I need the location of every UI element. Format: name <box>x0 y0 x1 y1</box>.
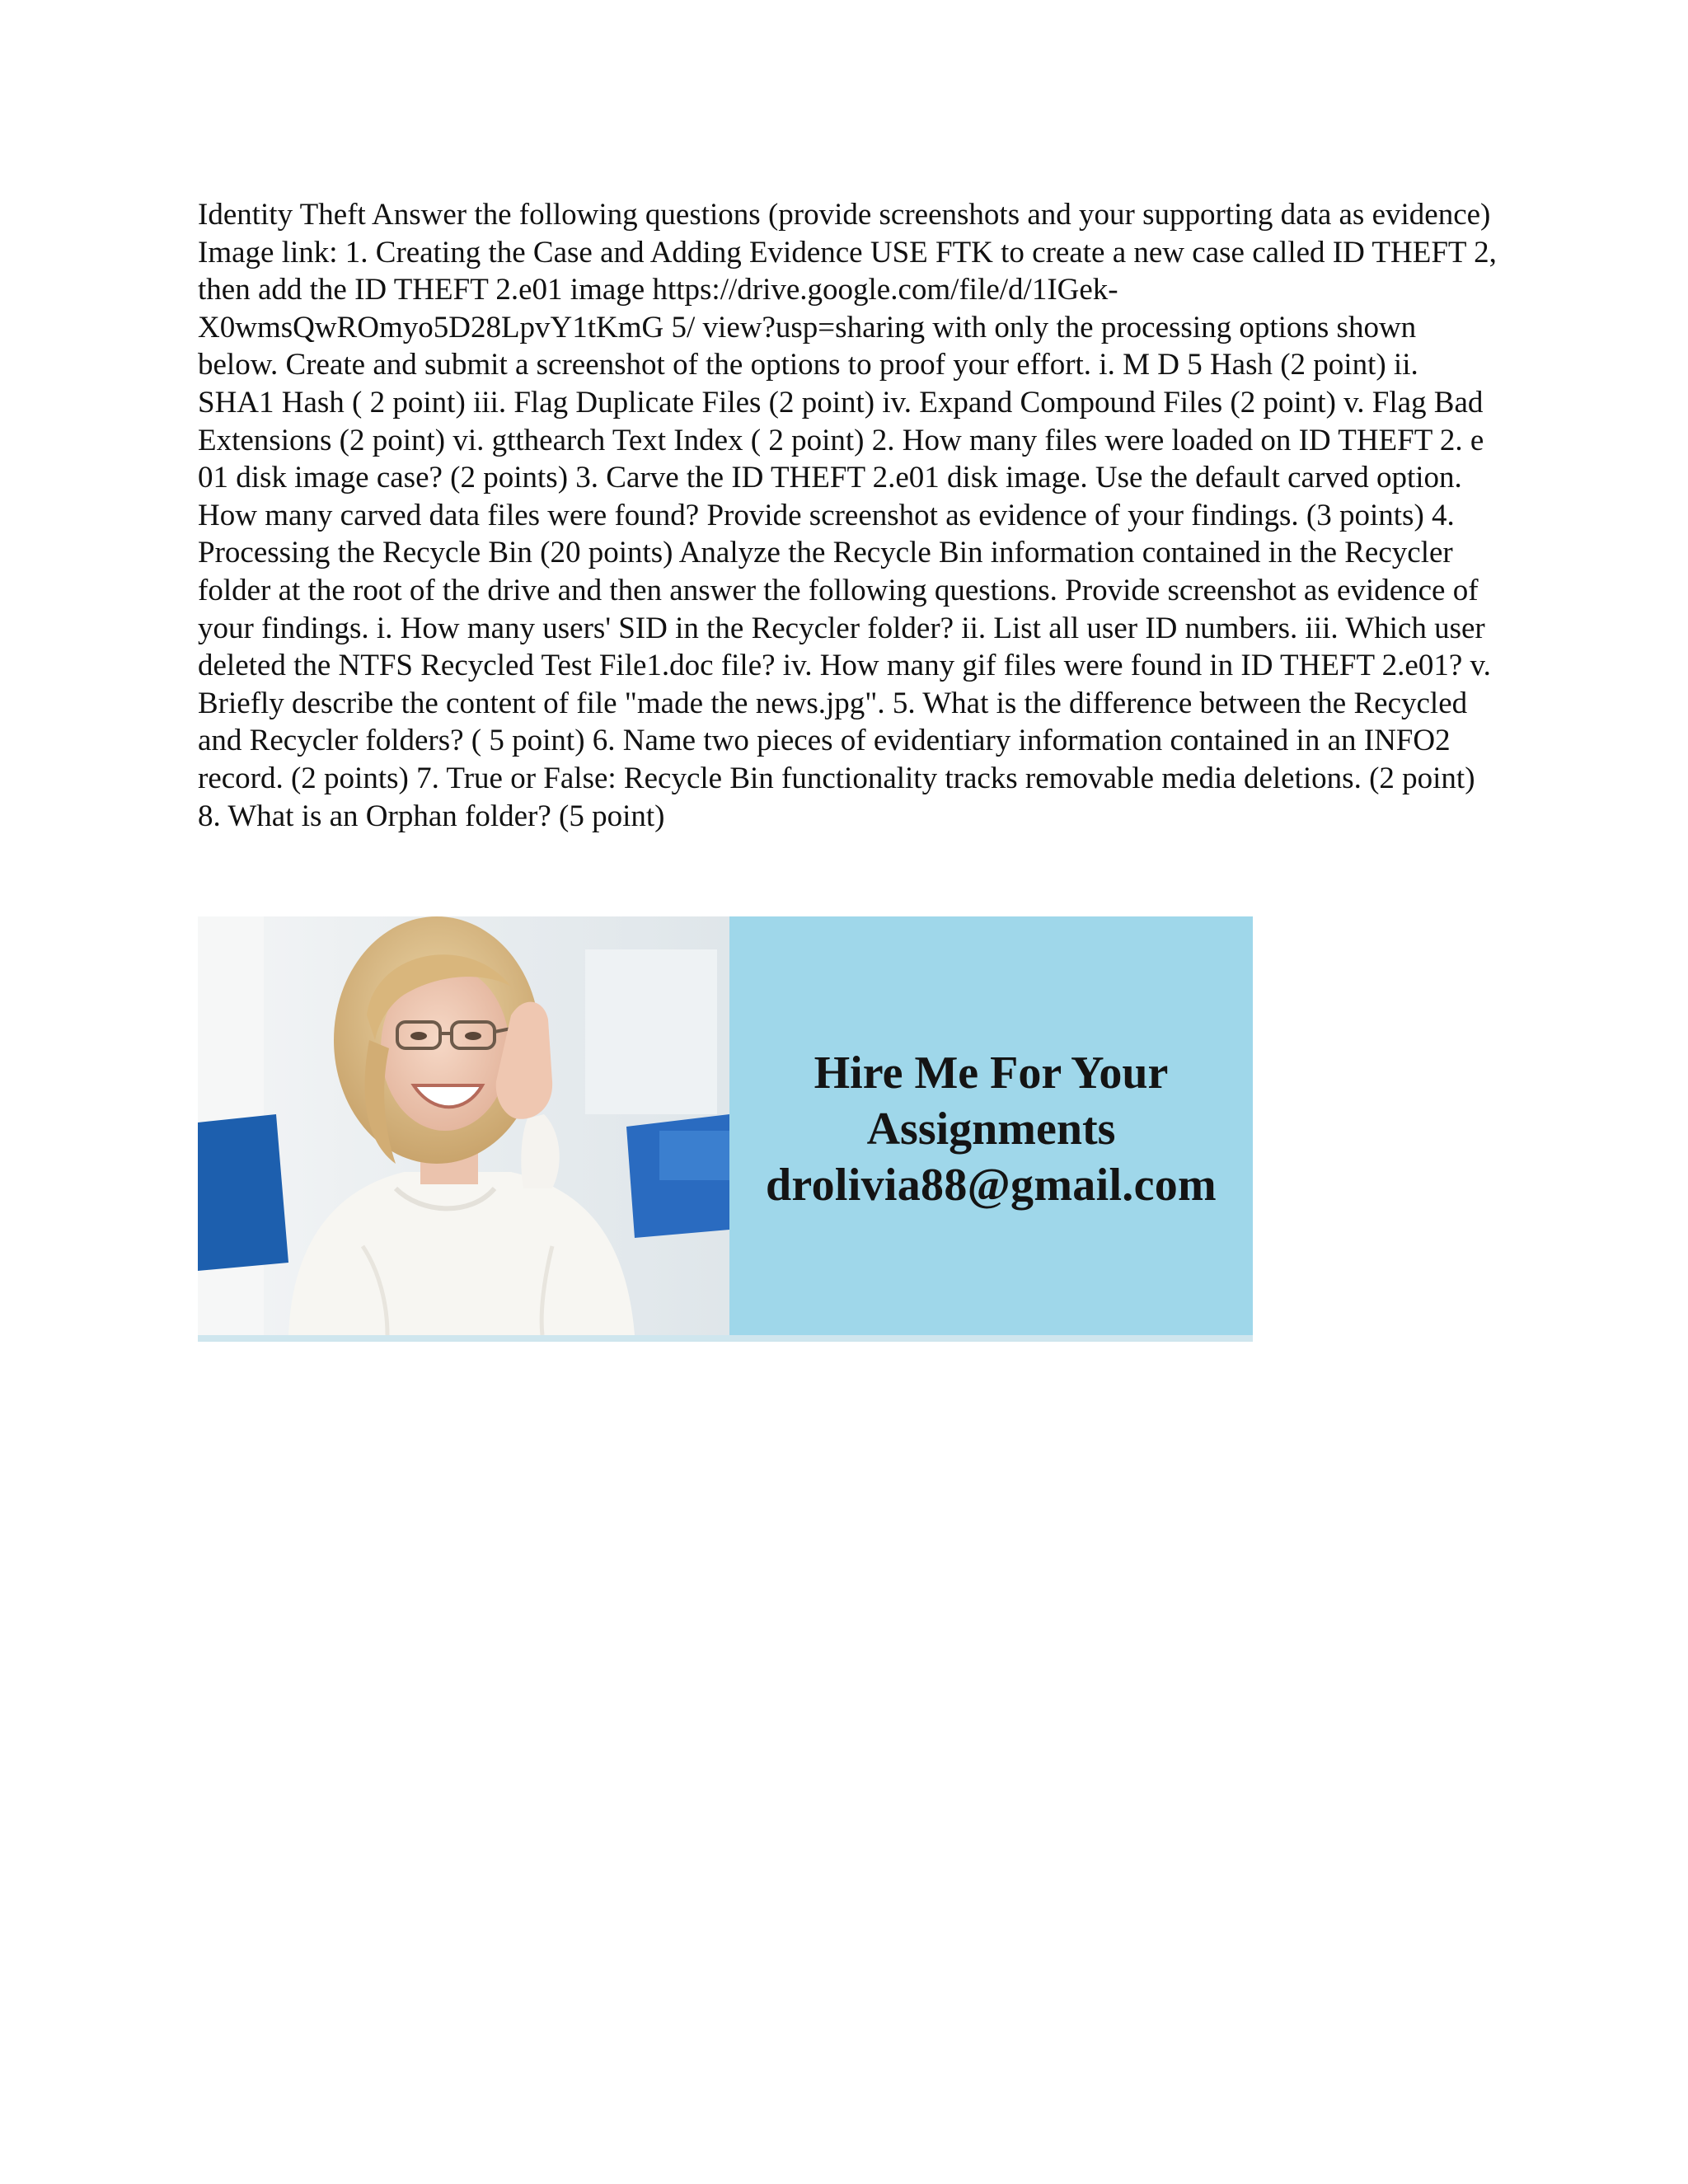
ad-headline-line1: Hire Me For Your <box>814 1047 1169 1099</box>
ad-contact-email: drolivia88@gmail.com <box>765 1160 1217 1211</box>
woman-photo <box>198 916 729 1335</box>
advertisement-text <box>729 916 1253 1335</box>
banner-bottom-strip <box>198 1335 1253 1342</box>
assignment-body-text: Identity Theft Answer the following questions (provide screenshots and your supporting data as evidence) Image link: 1. Creating the Case and Adding Evidence USE FTK to create a new case called ID THEFT 2, then add the ID THEFT 2.e01 image https://drive.google.com/file/d/1IGek-X0wmsQwROmyo5D28LpvY1tKmG 5/ view?usp=sharing with only the processing options shown below. Create and submit a screenshot of the options to proof your effort. i. M D 5 Hash (2 point) ii. SHA1 Hash ( 2 point) iii. Flag Duplicate Files (2 point) iv. Expand Compound Files (2 point) v. Flag Bad Extensions (2 point) vi. gtthearch Text Index ( 2 point) 2. How many files were loaded on ID THEFT 2. e 01 disk image case? (2 points) 3. Carve the ID THEFT 2.e01 disk image. Use the default carved option. How many carved data files were found? Provide screenshot as evidence of your findings. (3 points) 4. Processing the Recycle Bin (20 points) Analyze the Recycle Bin information contained in the Recycler folder at the root of the drive and then answer the following questions. Provide screenshot as evidence of your findings. i. How many users' SID in the Recycler folder? ii. List all user ID numbers. iii. Which user deleted the NTFS Recycled Test File1.doc file? iv. How many gif files were found in ID THEFT 2.e01? v. Briefly describe the content of file "made the news.jpg". 5. What is the difference between the Recycled and Recycler folders? ( 5 point) 6. Name two pieces of evidentiary information contained in an INFO2 record. (2 points) 7. True or False: Recycle Bin functionality tracks removable media deletions. (2 point) 8. What is an Orphan folder? (5 point) <box>198 198 1497 833</box>
advertisement-banner <box>198 916 1253 1342</box>
ad-headline-line2: Assignments <box>866 1104 1116 1155</box>
